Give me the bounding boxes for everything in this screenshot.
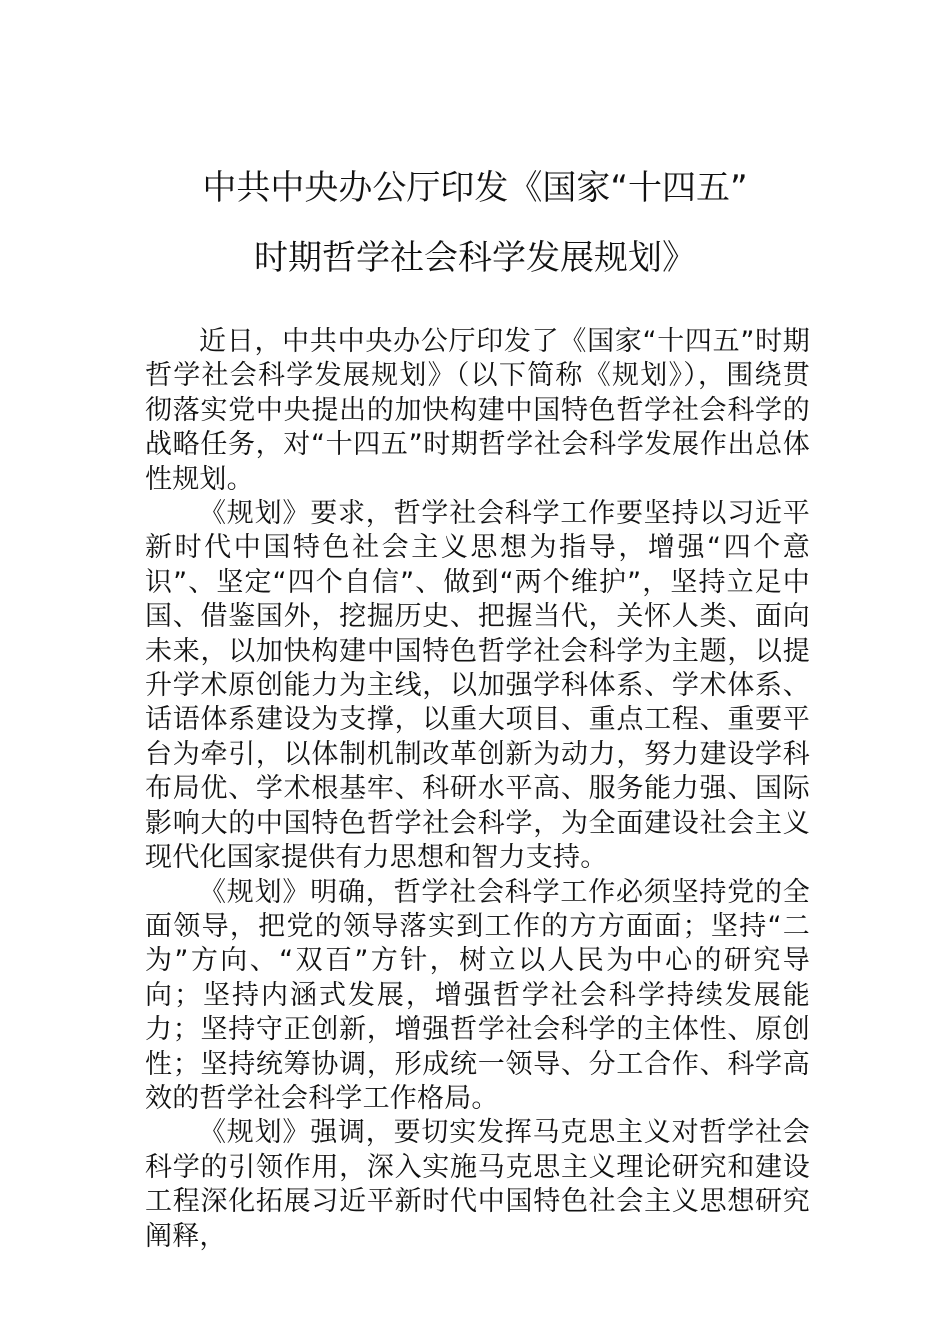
paragraph-intro: 近日，中共中央办公厅印发了《国家“十四五”时期哲学社会科学发展规划》（以下简称《规划》），围绕贯彻落实党中央提出的加快构建中国特色哲学社会科学的战略任务，对“十四五”时期哲学社会科学发展作出总体性规划。	[145, 326, 810, 495]
document-title-line-1: 中共中央办公厅印发《国家“十四五”	[202, 168, 748, 208]
paragraph-principles: 《规划》明确，哲学社会科学工作必须坚持党的全面领导，把党的领导落实到工作的方方面面；坚持“二为”方向、“双百”方针，树立以人民为中心的研究导向；坚持内涵式发展，增强哲学社会科学持续发展能力；坚持守正创新，增强哲学社会科学的主体性、原创性；坚持统筹协调，形成统一领导、分工合作、科学高效的哲学社会科学工作格局。	[145, 876, 810, 1114]
paragraph-emphasis: 《规划》强调，要切实发挥马克思主义对哲学社会科学的引领作用，深入实施马克思主义理论研究和建设工程深化拓展习近平新时代中国特色社会主义思想研究阐释，	[145, 1117, 810, 1252]
paragraph-requirements: 《规划》要求，哲学社会科学工作要坚持以习近平新时代中国特色社会主义思想为指导，增强“四个意识”、坚定“四个自信”、做到“两个维护”，坚持立足中国、借鉴国外，挖掘历史、把握当代，关怀人类、面向未来，以加快构建中国特色哲学社会科学为主题，以提升学术原创能力为主线，以加强学科体系、学术体系、话语体系建设为支撑，以重大项目、重点工程、重要平台为牵引，以体制机制改革创新为动力，努力建设学科布局优、学术根基牢、科研水平高、服务能力强、国际影响大的中国特色哲学社会科学，为全面建设社会主义现代化国家提供有力思想和智力支持。	[145, 498, 810, 874]
document-title-line-2: 时期哲学社会科学发展规划》	[254, 238, 696, 278]
document-body	[145, 325, 810, 1254]
